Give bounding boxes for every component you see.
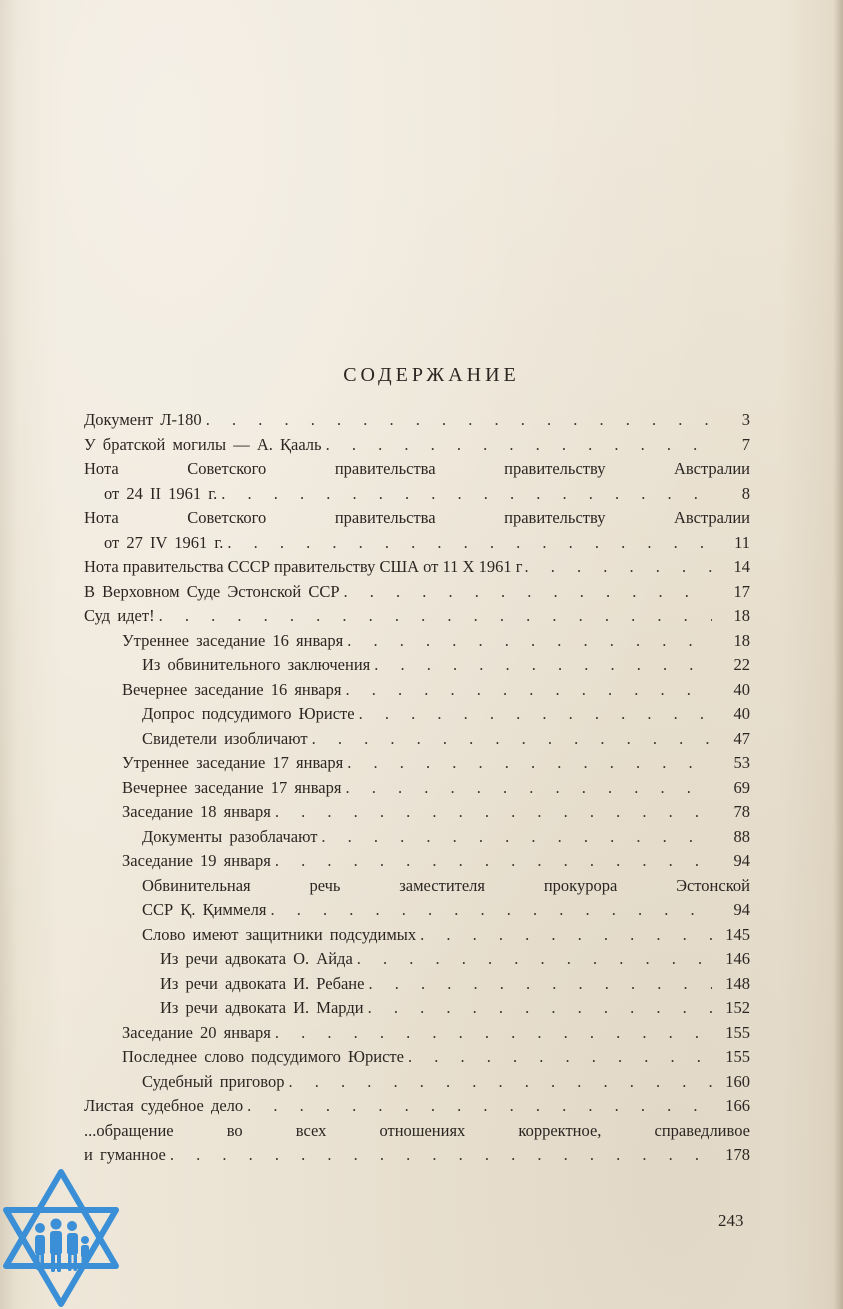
toc-entry-text: Документы разоблачают — [142, 826, 318, 846]
toc-entry[interactable] — [84, 604, 750, 629]
toc-entry-text: Документ Л-180 — [84, 410, 202, 429]
leader-dots — [368, 972, 712, 997]
toc-entry-text — [84, 1119, 750, 1144]
toc-entry[interactable] — [84, 1045, 750, 1070]
toc-entry-word: Австралии — [674, 508, 750, 527]
toc-page-number: 166 — [725, 1096, 750, 1115]
leader-dots — [345, 776, 712, 801]
toc-entry-word: Советского — [187, 459, 267, 478]
toc-page-number: 22 — [733, 655, 750, 674]
toc-entry[interactable] — [84, 408, 750, 433]
toc-page-number: 155 — [725, 1022, 750, 1042]
toc-entry-continuation: от 27 IV 1961 г. — [104, 532, 224, 552]
toc-entry[interactable] — [84, 1070, 750, 1095]
toc-page-number: 47 — [733, 728, 750, 748]
toc-entry-word: всех — [295, 1120, 327, 1140]
leader-dots — [270, 898, 712, 923]
toc-entry-text: Суд идет! — [84, 606, 155, 625]
leader-dots — [374, 653, 712, 678]
toc-entry-first-line[interactable] — [84, 1119, 750, 1144]
toc-page-number: 11 — [734, 532, 750, 552]
toc-page-number: 146 — [725, 949, 750, 968]
toc-entry-text: У братской могилы — А. Қааль — [84, 434, 322, 454]
star-of-david-family-logo-icon — [0, 1166, 122, 1309]
toc-page-number: 94 — [733, 851, 750, 870]
leader-dots — [312, 727, 712, 752]
toc-page-number: 88 — [733, 826, 750, 846]
leader-dots — [321, 825, 712, 850]
toc-entry[interactable] — [84, 849, 750, 874]
toc-entry-text: Заседание 20 января — [122, 1022, 271, 1042]
toc-entry-word: Эстонской — [676, 875, 750, 895]
leader-dots — [347, 629, 712, 654]
toc-entry-text: Допрос подсудимого Юристе — [142, 704, 355, 723]
leader-dots — [275, 800, 712, 825]
toc-entry-continuation: от 24 II 1961 г. — [104, 483, 218, 503]
leader-dots — [159, 604, 712, 629]
toc-page-number: 145 — [725, 924, 750, 944]
toc-entry-word: Советского — [187, 508, 267, 527]
toc-entry-text: Слово имеют защитники подсудимых — [142, 924, 417, 944]
toc-entry[interactable] — [84, 555, 750, 580]
page-edge-shadow — [833, 0, 843, 1309]
leader-dots — [227, 531, 712, 556]
leader-dots — [368, 996, 712, 1021]
toc-entry[interactable] — [84, 678, 750, 703]
toc-entry-word: речь — [309, 875, 341, 895]
toc-page-number: 17 — [733, 581, 750, 601]
table-of-contents — [84, 408, 750, 1168]
leader-dots — [275, 849, 712, 874]
toc-page-number: 155 — [725, 1047, 750, 1066]
toc-page-number: 18 — [733, 630, 750, 650]
toc-entry[interactable] — [84, 1021, 750, 1046]
toc-entry[interactable] — [84, 653, 750, 678]
toc-entry-word: правительству — [504, 459, 606, 478]
toc-entry-text — [84, 506, 750, 531]
toc-entry-word: во — [226, 1120, 243, 1140]
toc-entry-word: заместителя — [399, 875, 486, 895]
toc-entry-continuation: и гуманное — [84, 1145, 166, 1164]
toc-entry-first-line[interactable] — [84, 506, 750, 531]
toc-page-number: 8 — [741, 483, 750, 503]
toc-entry[interactable] — [84, 629, 750, 654]
toc-entry-text: Заседание 18 января — [122, 802, 271, 821]
toc-page-number: 3 — [741, 410, 750, 429]
toc-entry[interactable] — [84, 825, 750, 850]
leader-dots — [345, 678, 712, 703]
toc-entry-word: отношениях — [379, 1120, 466, 1140]
toc-page-number: 152 — [725, 998, 750, 1017]
leader-dots — [408, 1045, 712, 1070]
toc-entry-text: Заседание 19 января — [122, 851, 271, 870]
toc-entry-word: справедливое — [654, 1120, 750, 1140]
leader-dots — [247, 1094, 712, 1119]
toc-title: СОДЕРЖАНИЕ — [343, 364, 520, 386]
toc-entry-word: Австралии — [674, 459, 750, 478]
toc-entry[interactable] — [84, 947, 750, 972]
toc-entry[interactable] — [84, 433, 750, 458]
toc-entry-first-line[interactable] — [84, 874, 750, 899]
toc-page-number: 94 — [733, 900, 750, 919]
toc-entry-first-line[interactable] — [84, 457, 750, 482]
toc-entry[interactable] — [84, 1094, 750, 1119]
toc-entry-text: Нота правительства СССР правительству США от 11 X 1961 г — [84, 557, 523, 576]
toc-entry-text: Судебный приговор — [142, 1071, 285, 1091]
toc-entry-text: Из речи адвоката И. Ребане — [160, 973, 365, 993]
toc-entry-word: ...обращение — [84, 1120, 174, 1140]
toc-entry-text: Свидетели изобличают — [142, 728, 308, 748]
toc-entry[interactable] — [84, 580, 750, 605]
toc-entry[interactable] — [84, 1143, 750, 1168]
toc-entry-text — [142, 874, 750, 899]
toc-entry[interactable] — [84, 727, 750, 752]
leader-dots — [344, 580, 712, 605]
leader-dots — [206, 408, 712, 433]
leader-dots — [359, 702, 712, 727]
toc-page-number: 7 — [741, 434, 750, 454]
toc-entry-text: Вечернее заседание 16 января — [122, 679, 342, 699]
toc-page-number: 160 — [725, 1071, 750, 1091]
leader-dots — [524, 555, 714, 580]
toc-entry[interactable] — [84, 972, 750, 997]
toc-page-number: 53 — [733, 753, 750, 772]
toc-entry-word: Обвинительная — [142, 875, 251, 895]
toc-entry[interactable] — [84, 923, 750, 948]
toc-page-number: 178 — [725, 1145, 750, 1164]
toc-entry-word: прокурора — [543, 875, 618, 895]
toc-entry-continuation: ССР Қ. Қиммеля — [142, 900, 267, 919]
toc-entry-word: Нота — [84, 508, 119, 527]
toc-page-number: 40 — [733, 704, 750, 723]
toc-entry[interactable] — [84, 776, 750, 801]
toc-entry-text: Из речи адвоката И. Марди — [160, 998, 364, 1017]
toc-entry-word: Нота — [84, 459, 119, 478]
leader-dots — [420, 923, 712, 948]
leader-dots — [289, 1070, 713, 1095]
toc-page-number: 14 — [733, 557, 750, 576]
toc-entry-text: Утреннее заседание 16 января — [122, 630, 344, 650]
toc-entry-text: Из речи адвоката О. Айда — [160, 949, 353, 968]
leader-dots — [357, 947, 712, 972]
toc-entry[interactable] — [84, 531, 750, 556]
toc-entry[interactable] — [84, 800, 750, 825]
toc-page-number: 78 — [733, 802, 750, 821]
toc-entry-word: правительству — [504, 508, 606, 527]
leader-dots — [275, 1021, 712, 1046]
toc-entry-text: В Верховном Суде Эстонской ССР — [84, 581, 340, 601]
toc-entry-text: Листая судебное дело — [84, 1096, 244, 1115]
leader-dots — [347, 751, 712, 776]
toc-entry[interactable] — [84, 702, 750, 727]
toc-page-number: 148 — [725, 973, 750, 993]
toc-entry[interactable] — [84, 751, 750, 776]
page-folio-number: 243 — [718, 1211, 744, 1230]
toc-entry-word: корректное, — [518, 1120, 602, 1140]
toc-entry[interactable] — [84, 898, 750, 923]
toc-page-number: 69 — [733, 777, 750, 797]
toc-entry-word: правительства — [334, 459, 436, 478]
toc-entry[interactable] — [84, 996, 750, 1021]
toc-page-number: 18 — [733, 606, 750, 625]
toc-entry-text: Утреннее заседание 17 января — [122, 753, 344, 772]
toc-entry-text: Из обвинительного заключения — [142, 655, 371, 674]
toc-entry[interactable] — [84, 482, 750, 507]
leader-dots — [326, 433, 712, 458]
toc-entry-text — [84, 457, 750, 482]
toc-entry-text: Последнее слово подсудимого Юристе — [122, 1047, 404, 1066]
leader-dots — [170, 1143, 712, 1168]
toc-entry-text: Вечернее заседание 17 января — [122, 777, 342, 797]
leader-dots — [221, 482, 712, 507]
toc-page-number: 40 — [733, 679, 750, 699]
toc-entry-word: правительства — [334, 508, 436, 527]
